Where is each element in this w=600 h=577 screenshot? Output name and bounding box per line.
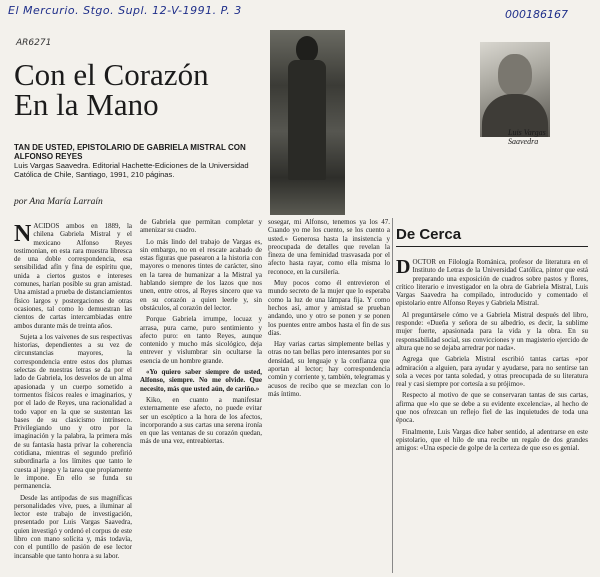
paragraph-text: OCTOR en Filología Románica, profesor de literatura en el Instituto de Letras de la Universidad Católica, pintor que está preparando una exposición de cuadros sobre pastos y flores, crítico literario e investigador en la obra de Gabriela Mistral, Luis Vargas Saavedra ha compilado, introducido y comentado el epistolario entre Alfonso Reyes y Gabriela Mistral. [396,258,588,308]
paragraph: Muy pocos como él entrevieron el mundo secreto de la mujer que lo esperaba como la luz de una lámpara fija. Y como hechos así, amor y amistad se prueban andando, uno y otro se ponen y se ponen los puentes entre ambos hasta el fin de sus días. [268,279,390,337]
paragraph: de Gabriela que permitan completar y amenizar su cuadro. [140,218,262,235]
handwritten-catalog-code: AR6271 [16,38,52,48]
paragraph-text: ACIDOS ambos en 1889, la chilena Gabriela Mistral y el mexicano Alfonso Reyes testimonian, en esta rara muestra libresca de una doble correspondencia, esa sensibilidad afín y fina de espíritu que, unida a ciertos gustos e intereses comunes, harían posible su gran amistad. Una amistad a prueba de distanciamientos físico largos y postergaciones de otras ocasiones, tal como lo demuestran las cientos de cartas intercambiadas entre ambos durante más de treinta años. [14,222,132,330]
title-line-1: Con el Corazón [14,57,209,92]
paragraph: Kiko, en cuanto a manifestar externamente ese afecto, no puede evitar ser un escéptico a la hora de los afectos, incorporando a sus cartas una serena ironía en que las ventanas de su corazón quedan, más de una vez, entreabiertas. [140,395,262,446]
article-column-2 [140,218,262,572]
paragraph: Agrega que Gabriela Mistral escribió tantas cartas «por admiración a alguien, para ayudar y ayudarse, para no sentirse tan sola a veces por tanta soledad, y otras preocupada de su literatura real y casi siempre por cortesía a su prójimo». [396,355,588,389]
handwritten-source-note: El Mercurio. Stgo. Supl. 12-V-1991. P. 3 [8,4,242,17]
drop-cap: D [396,258,411,278]
paragraph [396,258,588,308]
paragraph: Porque Gabriela irrumpe, locuaz y arrasa, pura carne, puro sentimiento y afecto puro: en tanto Reyes, aunque contenido y mucho más sicológico, deja entrever y vislumbrar sin ocultarse la esencia de un hombre grande. [140,315,262,365]
article-column-3 [268,218,390,572]
photo-figure-head [296,36,318,62]
paragraph: sosegar, mi Alfonso, tenemos ya los 47. Cuando yo me los cuento, se los cuento a usted.» Generosa hasta la insistencia y preocupada de detalles que revelan la fineza de una feminidad trasvasada por el afecto hasta rayar, como ella misma lo reconoce, en la cursilería. [268,218,390,276]
byline: por Ana María Larraín [14,197,103,207]
caption-line-2: Saavedra [508,137,539,146]
gabriela-mistral-photo [270,30,345,215]
paragraph: Lo más lindo del trabajo de Vargas es, sin embargo, no en el rescate acabado de estas figuras que pasearon a la historia con mayores o menores tintes de carácter, sino en la tarea de humanizar a la Mistral ya hablando siempre de los lazos que nos unen, entre otros, al Reyes sincero que va en su corazón a quien leerle y, sin obstáculos, al corazón del lector. [140,237,262,312]
paragraph: Desde las antípodas de sus magníficas personalidades vive, pues, a iluminar al lector este trabajo de investigación, presentado por Luis Vargas Saavedra, quien investigó y ordenó el corpus de este libro con mano solícita y, más todavía, con el puntillo de pasión de ese lector incansable que tanto honra a su labor. [14,493,132,560]
sidebar-column [396,258,588,572]
sidebar-heading-rule [396,246,588,247]
drop-cap: N [14,222,32,247]
book-title: TAN DE USTED, EPISTOLARIO DE GABRIELA MISTRAL CON ALFONSO REYES [14,143,246,161]
portrait-caption [508,128,546,146]
book-publication-info: Luis Vargas Saavedra. Editorial Hachette-Ediciones de la Universidad Católica de Chile, Santiago, 1991, 210 páginas. [14,161,249,179]
handwritten-archive-code: 000186167 [505,8,568,21]
paragraph: Sujeta a los vaivenes de sus respectivas historias, dependientes a su vez de circunstancias mayores, la correspondencia entre estos dos plumas selectas de nuestras letras se da por el lado de Gabriela, los desvelos de un alma apasionada y un cuerpo sometido a tormentos físicos reales e imaginarios, y por el lado de Reyes, una racionalidad a todo vapor en la que se sustentan las bases de su clasicismo intrínseco. Privilegiando uno y otro por la imaginación y la palabra, la primera más de su fantasía hasta privar la coherencia cotidiana, mientras el segundo prefirió subordinarla a los límites que tanto le cuesta al juego y la tarea que propiamente le impone. En ello se funda su permanencia. [14,332,132,491]
title-line-2: En la Mano [14,87,159,122]
photo-figure-body [288,60,326,180]
paragraph: Al preguntársele cómo ve a Gabriela Mistral después del libro, responde: «Dueña y señora de su albedrío, es decir, la sublime mujer fuerte, apasionada para la vida y la obra. En su responsabilidad social, sus convicciones y un magisterio ejercido de altura que no se dejaba arredrar por nada». [396,310,588,352]
portrait-head [498,54,532,96]
column-divider [392,218,393,573]
article-title [14,57,264,122]
paragraph: Hay varias cartas simplemente bellas y otras no tan bellas pero interesantes por su densidad, su lenguaje y la confianza que aportan al lector; hay correspondencia común y corriente y, también, telegramas y acusos de recibo que se mezclan con lo más íntimo. [268,340,390,398]
paragraph: Respecto al motivo de que se conservaran tantas de sus cartas, afirma que «lo que se debe a su evidente excelencia», al hecho de que nos ofrezcan un reflejo fiel de las inquietudes de toda una época. [396,391,588,425]
caption-line-1: Luis Vargas [508,128,546,137]
paragraph [14,222,132,330]
author-portrait-photo [480,42,550,137]
paragraph: Finalmente, Luis Vargas dice haber sentido, al adentrarse en este epistolario, que el hilo de una recibe un regalo de dos grandes amigos: «Una especie de golpe de la certeza de que eso es genial. [396,427,588,453]
quote-paragraph: «Yo quiero saber siempre de usted, Alfonso, siempre. No me olvide. Que necesito, más que usted aún, de cariño.» [140,368,262,393]
article-column-1 [14,222,132,572]
sidebar-heading: De Cerca [396,226,462,243]
